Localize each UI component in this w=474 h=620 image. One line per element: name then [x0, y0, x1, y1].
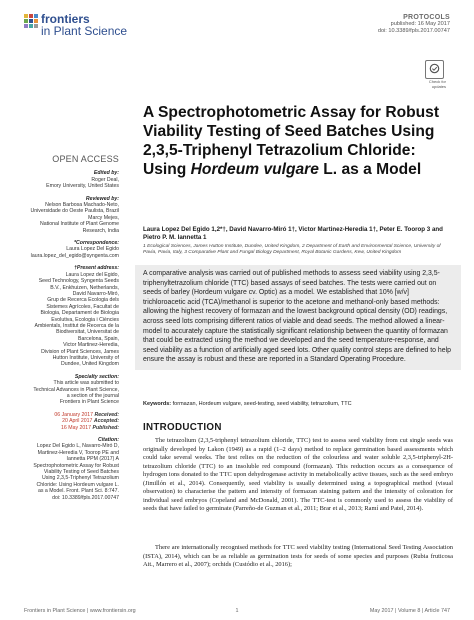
- reviewer-line: Research, India: [82, 227, 119, 234]
- check-updates-icon: [426, 61, 443, 78]
- present-address-line: Laura Lopez del Egido,: [65, 271, 119, 278]
- citation-line: Chloride: Using Hordeum vulgare L.: [36, 481, 119, 488]
- editor-name: Roger Deal,: [91, 176, 119, 183]
- reviewer-line: Marcy Mejes,: [88, 214, 119, 221]
- editor-affiliation: Emory University, United States: [46, 183, 119, 190]
- citation-label: Citation:: [97, 437, 119, 444]
- open-access-label: OPEN ACCESS: [52, 154, 119, 164]
- check-for-updates-label: Check for updates: [428, 79, 446, 89]
- frontiers-logo-icon: [24, 14, 38, 28]
- abstract: A comparative analysis was carried out of published methods to assess seed viability using 2,3,5-triphenyltetrazolium chloride (TTC) based assays of seed batches. The tests were carried out on seeds of barley (Hordeum vulgare cv. Optic) as a model. We established that 10% [w/v] trichloroacetic acid (TCA)/methanol is superior to the acetone and methanol-only based methods: allowing the highest recovery of formazan and the lowest background optical density (OD) readings, across seed lots comprising different ratios of viable and dead seeds. The method allowed a linear-model to accurately capture the statistically significant relationship between the quantity of formazan that could be extracted using the method we developed and the seed temperature-response, and seed viability as a function of artificially aged seed lots. Other quality control steps are defined to help ensure the assay is robust and these are reported in a Standard Operating Procedure.: [135, 265, 461, 370]
- sidebar: [24, 156, 119, 501]
- keywords: [143, 401, 453, 407]
- article-meta: [378, 14, 450, 35]
- present-address-line: Biologia, Departament de Biologia: [40, 310, 119, 317]
- affiliations: 1 Ecological Sciences, James Hutton Institute, Dundee, United Kingdom, 2 Department of Earth and Environmental Science, University of Pavia, Pavia, Italy, 3 Comparative Plant and Fungal Biology Department, Royal Botanic Gardens, Kew, United Kingdom: [143, 244, 441, 256]
- journal-logo-text: [41, 13, 127, 37]
- specialty-line: This article was submitted to: [53, 380, 119, 387]
- specialty-line: Frontiers in Plant Science: [59, 399, 119, 406]
- present-address-line: Ambientals, Institut de Recerca de la: [34, 322, 119, 329]
- present-address-line: B.V., Enkhuizen, Netherlands,: [50, 284, 119, 291]
- correspondence-label: *Correspondence:: [74, 240, 119, 247]
- edited-by-label: Edited by:: [93, 170, 119, 177]
- reviewer-line: Nelson Barbosa Machado-Neto,: [45, 202, 119, 209]
- citation-doi[interactable]: doi: 10.3389/fpls.2017.00747: [52, 494, 119, 501]
- check-for-updates-button[interactable]: [425, 60, 444, 79]
- present-address-line: Evolutiva, Ecologia i Ciències: [51, 316, 119, 323]
- date-accepted: 20 April 2017 Accepted:: [62, 418, 119, 425]
- present-address-line: Dundee, United Kingdom: [61, 361, 119, 368]
- present-address-line: Hutton Institute, University of: [52, 354, 119, 361]
- title-tail: L. as a Model: [318, 161, 422, 178]
- present-address-line: Victor Martinez-Heredia,: [63, 342, 119, 349]
- introduction-paragraph-1: The tetrazolium (2,3,5-triphenyl tetrazolium chloride, TTC) test to assess seed viability from cut single seeds was originally developed by Lakon (1949) as a rapid (1–2 days) method to replace germination based assessments which could take several weeks. The test relies on the reduction of the colourless and water soluble 2,3,5-triphenyl-2H-tetrazolium chloride (TTC) to an insoluble red compound (formazan). This reduction occurs as a consequence of hydrogen ions donated to the TTC upon dehydrogenase activity in metabolically active tissues, such as the seed embryo (Jimillón et al., 2014). Consequently, seed viability is usually determined using a topographical method (visual observation) to characterise the pattern and intensity of formazan staining pattern and the intensity of coloration for individual seed embryos (Copeland and McDonald, 2001). The TTC-test is commonly used to assess the viability of seeds that have failed to germinate (Parreño-de Guzman et al., 2011; Brar et al., 2013; Ramí and Patel, 2014).: [143, 437, 453, 512]
- author-list[interactable]: Laura Lopez Del Egido 1,2*†, David Navarro-Miró 1†, Victor Martinez-Heredia 1†, Peter E. Toorop 3 and Pietro P. M. Iannetta 1: [143, 226, 443, 241]
- footer-page-number: 1: [235, 608, 239, 614]
- doi-link[interactable]: doi: 10.3389/fpls.2017.00747: [377, 28, 450, 34]
- article-type: PROTOCOLS: [403, 14, 450, 21]
- keywords-text: formazan, Hordeum vulgare, seed-testing, seed viability, tetrazolium, TTC: [172, 401, 352, 407]
- present-address-line: Sistemes Agrícoles, Facultat de: [46, 303, 119, 310]
- introduction-heading: INTRODUCTION: [143, 422, 222, 433]
- specialty-section-label: Specialty section:: [74, 373, 119, 380]
- journal-section: in Plant Science: [41, 24, 128, 38]
- present-address-label: †Present address:: [74, 265, 119, 272]
- date-published: 16 May 2017 Published:: [61, 424, 119, 431]
- date-received: 06 January 2017 Received:: [54, 411, 119, 418]
- citation-line: as a Model. Front. Plant Sci. 8:747.: [37, 488, 119, 495]
- citation-line: Spectrophotometric Assay for Robust: [33, 462, 119, 469]
- title-species: Hordeum vulgare: [190, 161, 319, 178]
- journal-name: frontiers: [41, 12, 90, 26]
- present-address-line: Biodiversitat, Universitat de: [56, 329, 119, 336]
- article-dates: [24, 412, 119, 431]
- correspondence-name: Laura Lopez Del Egido: [66, 246, 119, 253]
- reviewer-line: National Institute of Plant Genome: [39, 221, 119, 228]
- footer-volume: May 2017 | Volume 8 | Article 747: [369, 608, 450, 614]
- citation-line: Iannetta PPM (2017) A: [66, 456, 119, 463]
- introduction-paragraph-2: There are internationally recognised methods for TTC seed viability testing (International Seed Testing Association (ISTA), 2014), which can be as reliable as germination tests for seeds of some species and purposes (Rubia fruticosa Ait., Marrero et al., 2007); orchids (Custódio et al., 2016);: [143, 544, 453, 568]
- published-date: published: 16 May 2017: [390, 21, 450, 27]
- keywords-label: Keywords:: [143, 401, 172, 407]
- reviewed-by-label: Reviewed by:: [85, 195, 119, 202]
- citation-line: Using 2,3,5-Triphenyl Tetrazolium: [42, 475, 119, 482]
- present-address-line: Barcelona, Spain,: [78, 335, 119, 342]
- citation-line: Martinez-Heredia V, Toorop PE and: [37, 449, 119, 456]
- present-address-line: Seed Technology, Syngenta Seeds: [38, 278, 119, 285]
- footer-journal[interactable]: Frontiers in Plant Science | www.frontiersin.org: [24, 608, 136, 614]
- citation-line: Lopez Del Egido L, Navarro-Miró D,: [36, 443, 119, 450]
- present-address-line: David Navarro-Miró,: [72, 290, 119, 297]
- specialty-line: Technical Advances in Plant Science,: [33, 386, 119, 393]
- present-address-line: Grup de Recerca Ecologia dels: [47, 297, 119, 304]
- title-main: A Spectrophotometric Assay for Robust Viability Testing of Seed Batches Using 2,3,5-Triphenyl Tetrazolium Chloride: Using: [143, 104, 440, 178]
- citation-line: Viability Testing of Seed Batches: [43, 469, 119, 476]
- specialty-line: a section of the journal: [66, 393, 119, 399]
- reviewer-line: Universidade do Oeste Paulista, Brazil: [30, 208, 119, 215]
- correspondence-email[interactable]: laura.lopez_del_egido@syngenta.com: [30, 252, 119, 259]
- present-address-line: Division of Plant Sciences, James: [41, 348, 119, 355]
- article-title: [143, 103, 453, 179]
